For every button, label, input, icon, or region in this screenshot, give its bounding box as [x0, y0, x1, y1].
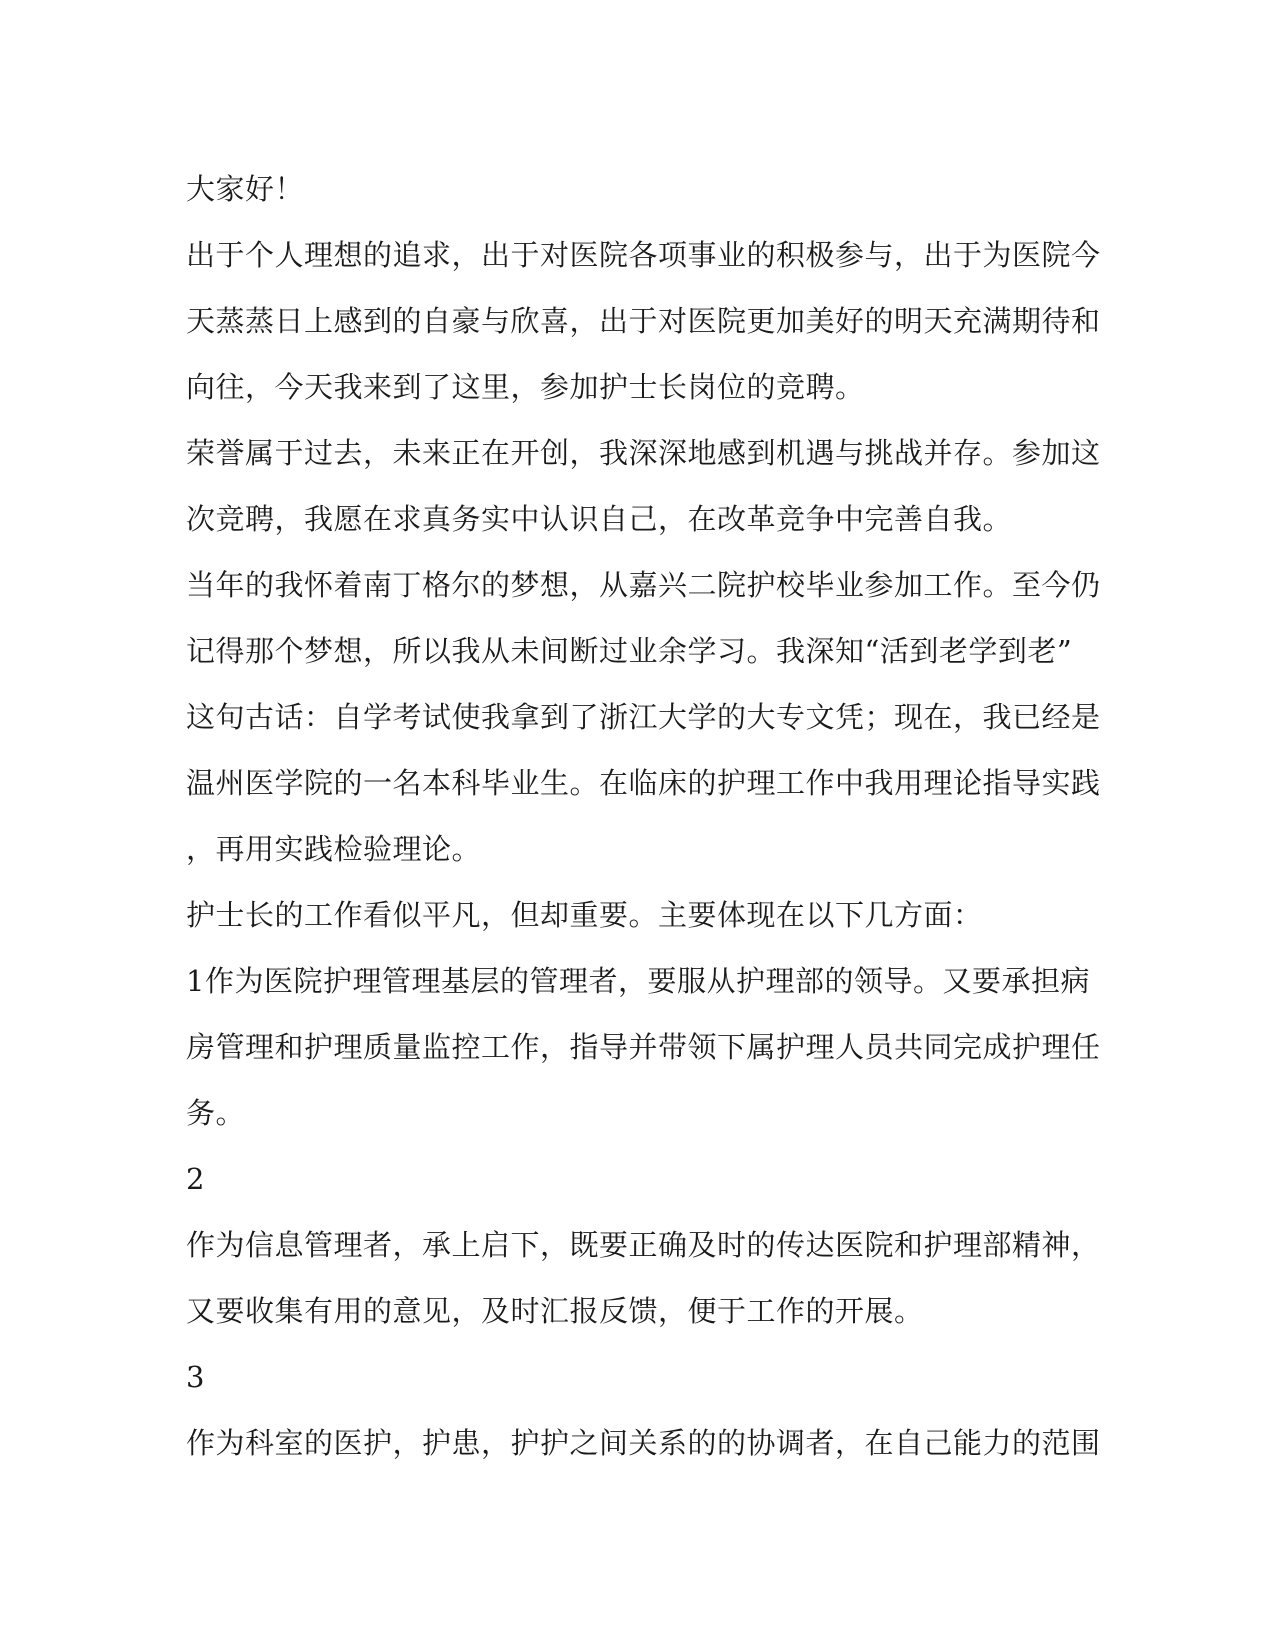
text-line: 荣誉属于过去，未来正在开创，我深深地感到机遇与挑战并存。参加这	[186, 436, 1101, 470]
text-line: 温州医学院的一名本科毕业生。在临床的护理工作中我用理论指导实践	[186, 766, 1101, 800]
text-line: 出于个人理想的追求，出于对医院各项事业的积极参与，出于为医院今	[186, 238, 1101, 272]
list-number-2: 2	[186, 1162, 205, 1196]
list-item-1-line: 务。	[186, 1096, 246, 1130]
greeting-line: 大家好！	[186, 172, 305, 206]
list-number-3: 3	[186, 1360, 205, 1394]
list-item-3-line: 作为科室的医护，护患，护护之间关系的的协调者，在自己能力的范围	[186, 1426, 1101, 1460]
list-item-1-line: 1作为医院护理管理基层的管理者，要服从护理部的领导。又要承担病	[186, 964, 1090, 998]
text-line: ，再用实践检验理论。	[186, 832, 482, 866]
text-line: 向往，今天我来到了这里，参加护士长岗位的竞聘。	[186, 370, 865, 404]
text-line: 护士长的工作看似平凡，但却重要。主要体现在以下几方面：	[186, 898, 983, 932]
text-line: 当年的我怀着南丁格尔的梦想，从嘉兴二院护校毕业参加工作。至今仍	[186, 568, 1101, 602]
text-line: 记得那个梦想，所以我从未间断过业余学习。我深知“活到老学到老”	[186, 634, 1073, 668]
list-item-2-line: 作为信息管理者，承上启下，既要正确及时的传达医院和护理部精神，	[186, 1228, 1101, 1262]
text-line: 次竞聘，我愿在求真务实中认识自己，在改革竞争中完善自我。	[186, 502, 1013, 536]
list-item-1-line: 房管理和护理质量监控工作，指导并带领下属护理人员共同完成护理任	[186, 1030, 1101, 1064]
text-line: 天蒸蒸日上感到的自豪与欣喜，出于对医院更加美好的明天充满期待和	[186, 304, 1101, 338]
body-text	[186, 156, 1101, 1476]
list-item-2-line: 又要收集有用的意见，及时汇报反馈，便于工作的开展。	[186, 1294, 924, 1328]
text-line: 这句古话：自学考试使我拿到了浙江大学的大专文凭；现在，我已经是	[186, 700, 1101, 734]
